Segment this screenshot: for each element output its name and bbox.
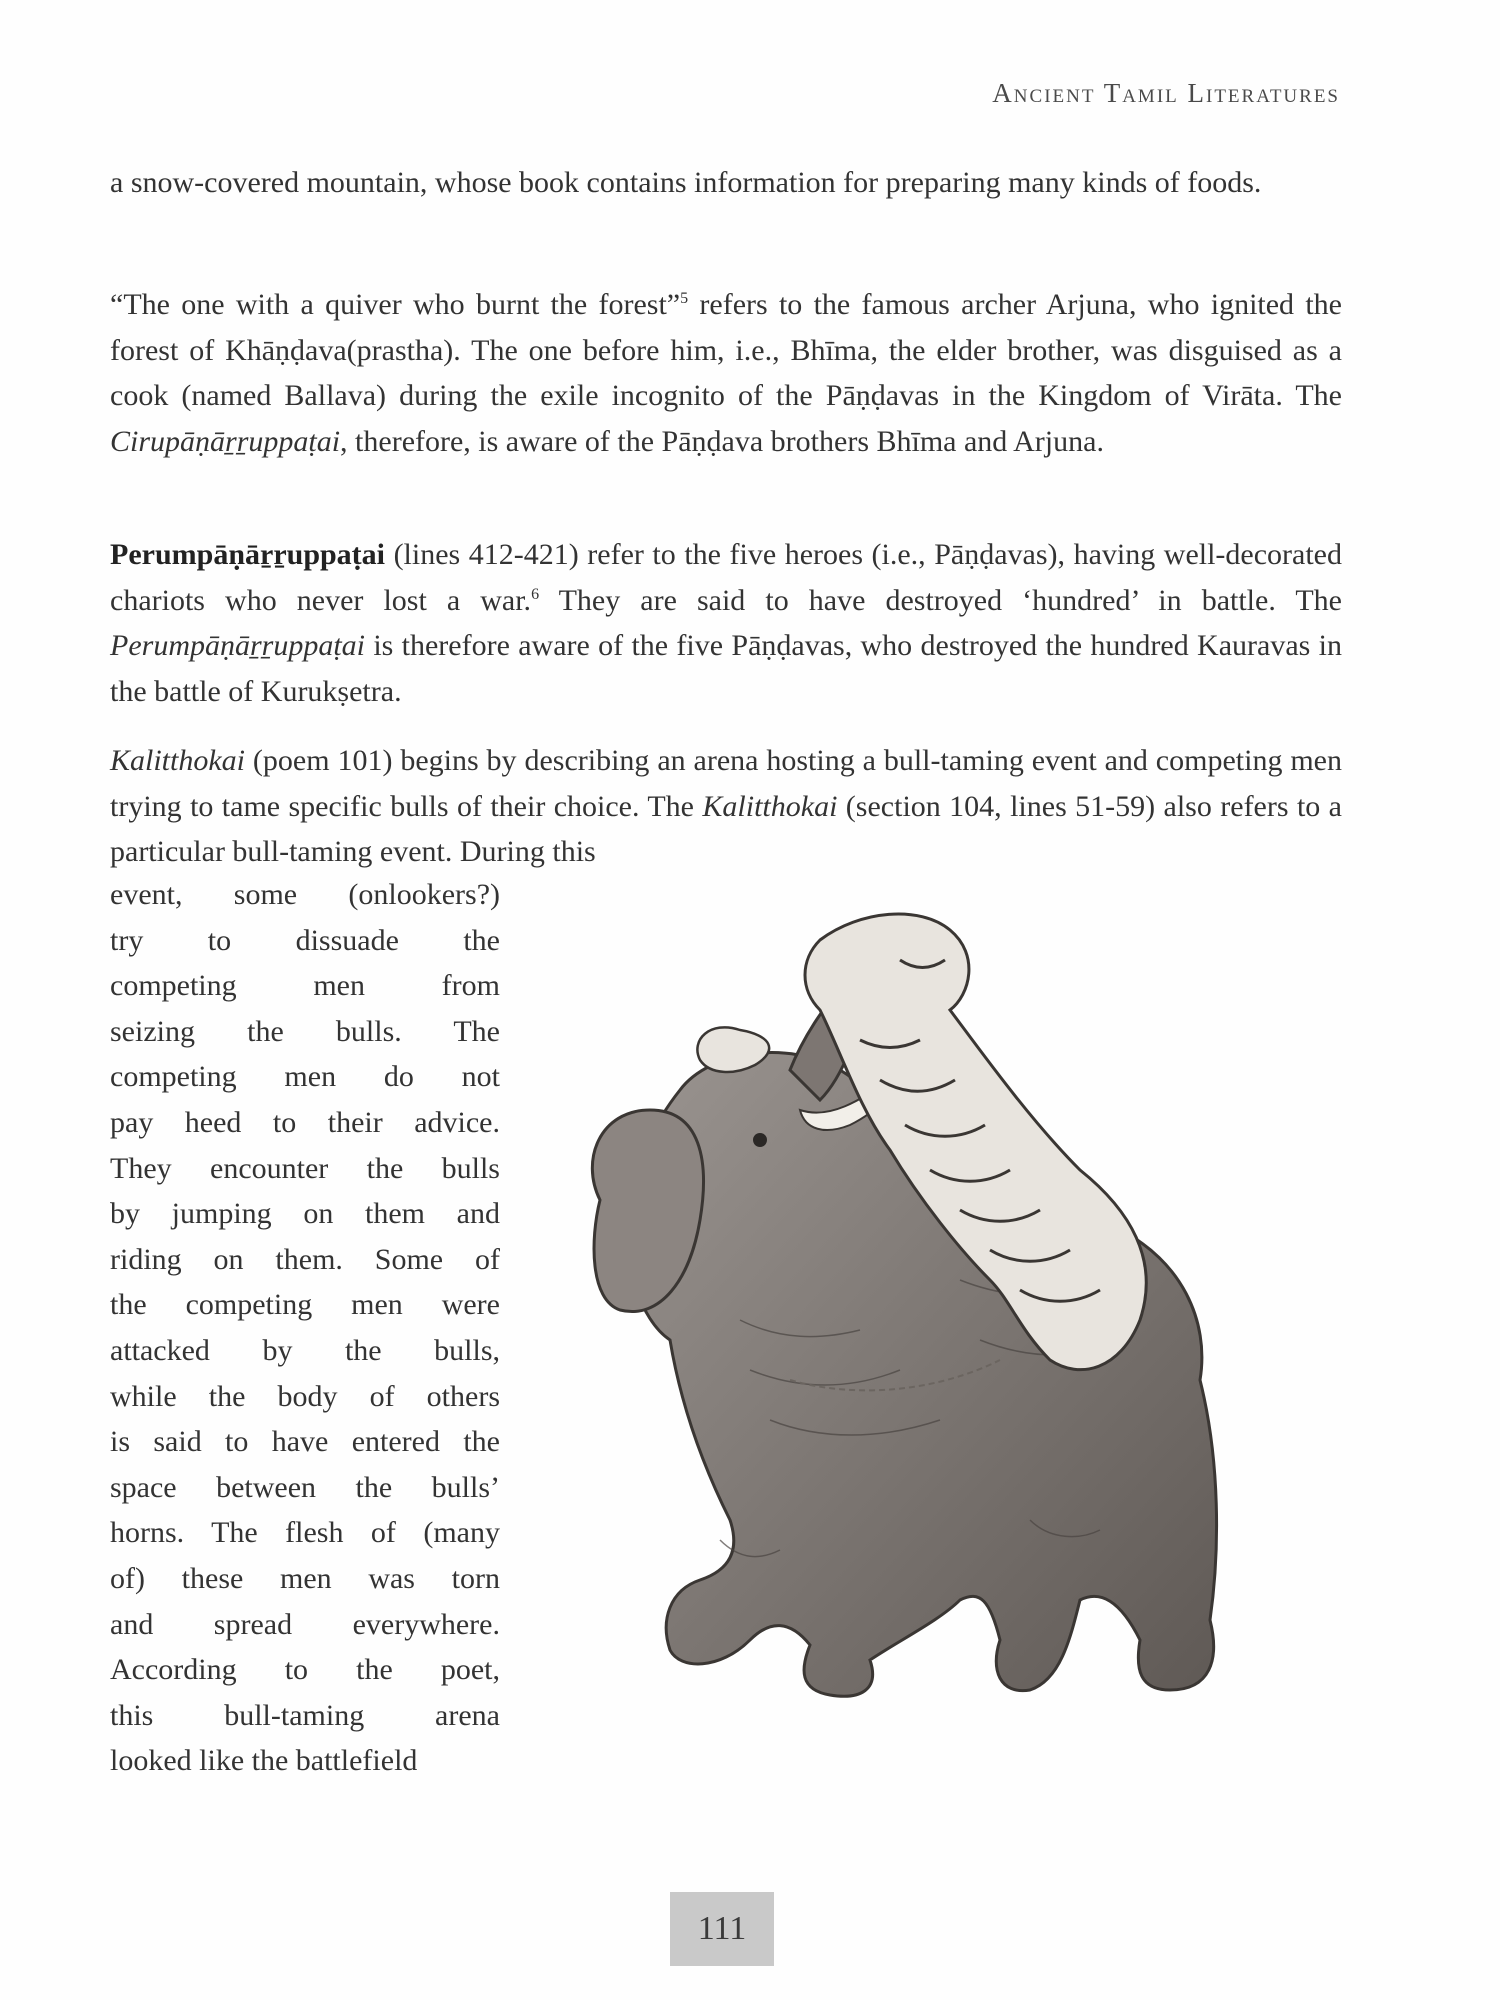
work-title-italic: Cirupāṇāṟṟuppaṭai — [110, 424, 341, 458]
column-line: horns. The flesh of (many — [110, 1516, 500, 1550]
column-line: seizing the bulls. The — [110, 1014, 500, 1048]
work-title-italic: Kalitthokai — [702, 789, 838, 823]
column-line: this bull-taming arena — [110, 1698, 500, 1732]
column-line: event, some (onlookers?) — [110, 878, 500, 911]
column-line: by jumping on them and — [110, 1197, 500, 1231]
paragraph-2 — [110, 282, 1342, 464]
column-line: competing men from — [110, 969, 500, 1003]
quote-text: “The one with a quiver who burnt the forest” — [110, 288, 681, 321]
footnote-marker: 6 — [531, 585, 540, 603]
paragraph-3-text-a: (lines 412-421) refer to the five heroes (i.e., Pāṇḍavas), having well-decorated chariots who never lost a war. — [110, 538, 1342, 617]
paragraph-4 — [110, 738, 1342, 875]
paragraph-3-text-b: They are said to have destroyed ‘hundred’ in battle. The — [539, 583, 1342, 617]
paragraph-4-text-b: (section 104, lines 51-59) also refers to a particular bull-taming event. During this — [110, 789, 1342, 868]
footnote-marker: 5 — [680, 290, 689, 307]
column-line: looked like the battlefield — [110, 1744, 418, 1778]
column-line: and spread everywhere. — [110, 1607, 500, 1641]
column-line: riding on them. Some of — [110, 1242, 500, 1276]
elephant-tiger-illustration — [560, 900, 1330, 1780]
work-title-italic: Perumpāṇāṟṟuppaṭai — [110, 629, 365, 662]
column-line: pay heed to their advice. — [110, 1105, 500, 1139]
wrapped-column-text — [110, 872, 500, 1784]
paragraph-4-text-a: (poem 101) begins by describing an arena hosting a bull-taming event and competing men trying to tame specific bulls of their choice. The — [110, 744, 1342, 823]
column-line: space between the bulls’ — [110, 1470, 500, 1504]
paragraph-3-text-c: is therefore aware of the five Pāṇḍavas, who destroyed the hundred Kauravas in the battle of Kurukṣetra. — [110, 629, 1342, 708]
paragraph-1 — [110, 160, 1342, 206]
column-line: is said to have entered the — [110, 1425, 500, 1459]
column-line: the competing men were — [110, 1288, 500, 1322]
column-line: attacked by the bulls, — [110, 1333, 500, 1367]
column-line: while the body of others — [110, 1379, 500, 1413]
page-number: 111 — [670, 1892, 774, 1966]
paragraph-2-text-a: refers to the famous archer Arjuna, who ignited the forest of Khāṇḍava(prastha). The one before him, i.e., Bhīma, the elder brother, was disguised as a cook (named Ballava) during the exile incognito of the Pāṇḍavas in the Kingdom of Virāta. The — [110, 288, 1342, 412]
column-line: competing men do not — [110, 1060, 500, 1094]
column-line: try to dissuade the — [110, 923, 500, 957]
column-line: According to the poet, — [110, 1653, 500, 1687]
paragraph-2-text-b: , therefore, is aware of the Pāṇḍava brothers Bhīma and Arjuna. — [340, 424, 1104, 458]
running-header: Ancient Tamil Literatures — [992, 78, 1340, 108]
column-line: of) these men was torn — [110, 1561, 500, 1595]
work-title-bold: Perumpāṇāṟṟuppaṭai — [110, 538, 386, 571]
column-line: They encounter the bulls — [110, 1151, 500, 1185]
paragraph-1-text: a snow-covered mountain, whose book contains information for preparing many kinds of foods. — [110, 166, 1262, 199]
work-title-italic: Kalitthokai — [110, 744, 245, 777]
elephant-eye — [753, 1133, 767, 1147]
paragraph-3 — [110, 532, 1342, 714]
